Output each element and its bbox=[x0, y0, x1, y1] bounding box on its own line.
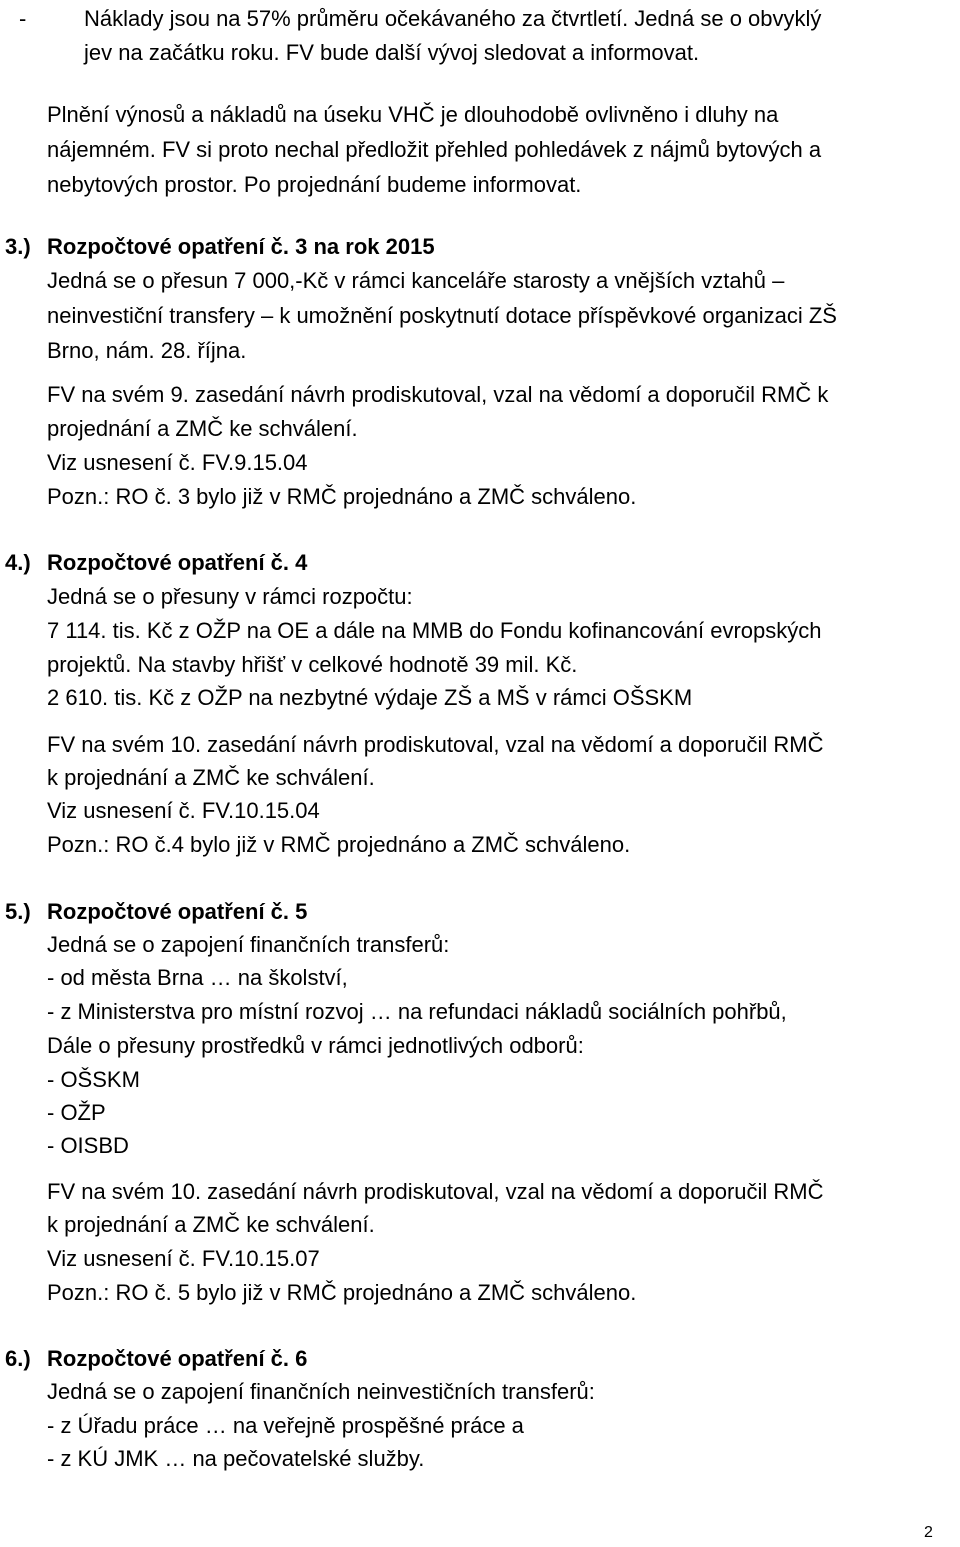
section-6-list-item: - z Úřadu práce … na veřejně prospěšné práce a bbox=[47, 1413, 524, 1438]
top-bullet-text-2: jev na začátku roku. FV bude další vývoj sledovat a informovat. bbox=[84, 40, 700, 65]
section-5-list-item: - od města Brna … na školství, bbox=[47, 965, 348, 990]
section-5-list-item: - OISBD bbox=[47, 1133, 129, 1158]
intro-line-2: nájemném. FV si proto nechal předložit přehled pohledávek z nájmů bytových a bbox=[47, 137, 822, 162]
section-5-number: 5.) bbox=[5, 899, 31, 924]
page-number: 2 bbox=[924, 1524, 933, 1541]
section-6-number: 6.) bbox=[5, 1346, 31, 1371]
section-4-note: Pozn.: RO č.4 bylo již v RMČ projednáno a ZMČ schváleno. bbox=[47, 832, 631, 857]
section-5-list-item: - OŽP bbox=[47, 1100, 106, 1125]
section-5-resolution: Viz usnesení č. FV.10.15.07 bbox=[47, 1246, 320, 1271]
intro-line-3: nebytových prostor. Po projednání budeme informovat. bbox=[47, 172, 582, 197]
section-3-number: 3.) bbox=[5, 234, 31, 259]
section-4-fv-1: FV na svém 10. zasedání návrh prodiskutoval, vzal na vědomí a doporučil RMČ bbox=[47, 732, 824, 757]
section-5-text-1: Jedná se o zapojení finančních transferů: bbox=[47, 932, 450, 957]
section-5-text-2: Dále o přesuny prostředků v rámci jednotlivých odborů: bbox=[47, 1033, 584, 1058]
section-3-text-2: neinvestiční transfery – k umožnění poskytnutí dotace příspěvkové organizaci ZŠ bbox=[47, 303, 837, 328]
top-bullet-text-1: Náklady jsou na 57% průměru očekávaného za čtvrtletí. Jedná se o obvyklý bbox=[84, 6, 822, 31]
section-4-text-1: Jedná se o přesuny v rámci rozpočtu: bbox=[47, 584, 413, 609]
section-3-resolution: Viz usnesení č. FV.9.15.04 bbox=[47, 450, 308, 475]
section-6-title: Rozpočtové opatření č. 6 bbox=[47, 1346, 308, 1371]
section-6-list-item: - z KÚ JMK … na pečovatelské služby. bbox=[47, 1446, 425, 1471]
section-4-title: Rozpočtové opatření č. 4 bbox=[47, 550, 308, 575]
section-4-text-2: 7 114. tis. Kč z OŽP na OE a dále na MMB do Fondu kofinancování evropských bbox=[47, 618, 822, 643]
section-6-text-1: Jedná se o zapojení finančních neinvestičních transferů: bbox=[47, 1379, 595, 1404]
section-5-fv-1: FV na svém 10. zasedání návrh prodiskutoval, vzal na vědomí a doporučil RMČ bbox=[47, 1179, 824, 1204]
section-5-title: Rozpočtové opatření č. 5 bbox=[47, 899, 308, 924]
section-3-text-3: Brno, nám. 28. října. bbox=[47, 338, 247, 363]
section-4-text-4: 2 610. tis. Kč z OŽP na nezbytné výdaje ZŠ a MŠ v rámci OŠSKM bbox=[47, 685, 693, 710]
intro-line-1: Plnění výnosů a nákladů na úseku VHČ je dlouhodobě ovlivněno i dluhy na bbox=[47, 102, 779, 127]
section-4-text-3: projektů. Na stavby hřišť v celkové hodnotě 39 mil. Kč. bbox=[47, 652, 578, 677]
section-5-list-item: - OŠSKM bbox=[47, 1067, 140, 1092]
bullet-dash: - bbox=[19, 6, 27, 31]
section-5-fv-2: k projednání a ZMČ ke schválení. bbox=[47, 1212, 375, 1237]
section-4-fv-2: k projednání a ZMČ ke schválení. bbox=[47, 765, 375, 790]
section-3-title: Rozpočtové opatření č. 3 na rok 2015 bbox=[47, 234, 435, 259]
section-3-note: Pozn.: RO č. 3 bylo již v RMČ projednáno a ZMČ schváleno. bbox=[47, 484, 637, 509]
section-4-number: 4.) bbox=[5, 550, 31, 575]
section-3-fv-2: projednání a ZMČ ke schválení. bbox=[47, 416, 358, 441]
section-3-text-1: Jedná se o přesun 7 000,-Kč v rámci kanceláře starosty a vnějších vztahů – bbox=[47, 268, 785, 293]
section-5-note: Pozn.: RO č. 5 bylo již v RMČ projednáno a ZMČ schváleno. bbox=[47, 1280, 637, 1305]
section-3-fv-1: FV na svém 9. zasedání návrh prodiskutoval, vzal na vědomí a doporučil RMČ k bbox=[47, 382, 829, 407]
section-4-resolution: Viz usnesení č. FV.10.15.04 bbox=[47, 798, 320, 823]
section-5-list-item: - z Ministerstva pro místní rozvoj … na refundaci nákladů sociálních pohřbů, bbox=[47, 999, 787, 1024]
